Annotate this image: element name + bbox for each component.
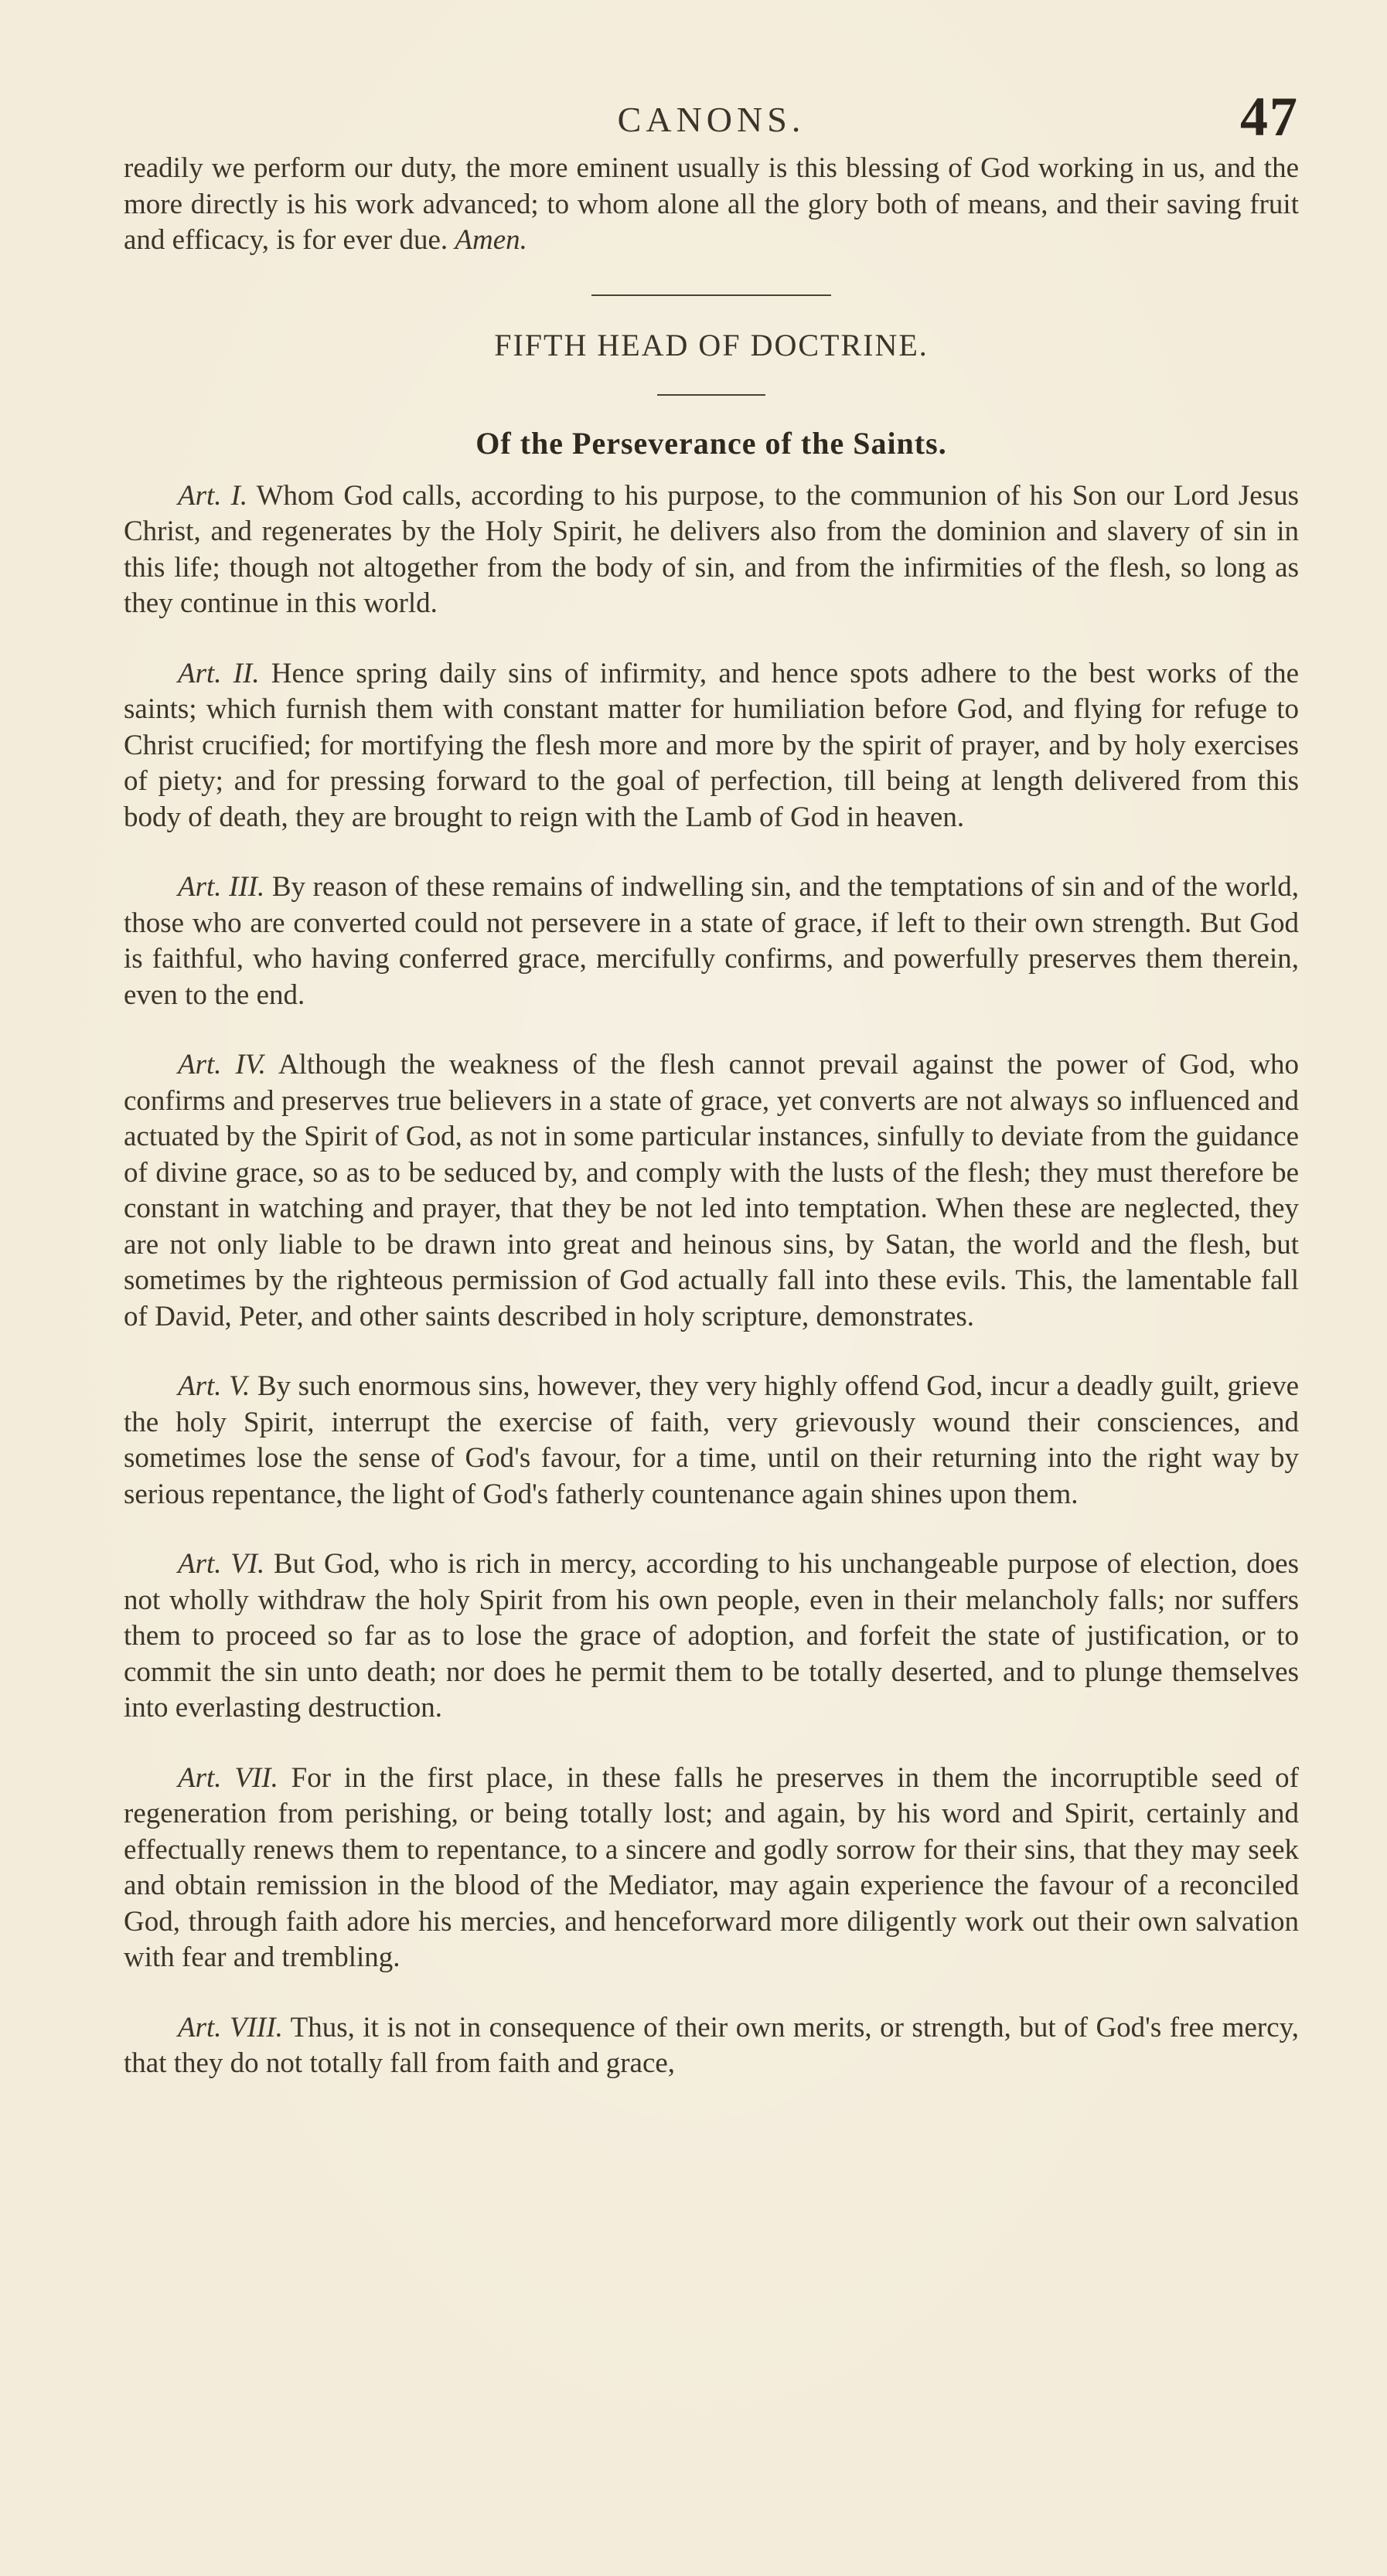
article-label: Art. VIII. [178, 2011, 283, 2043]
running-title: CANONS. [617, 100, 806, 139]
article-label: Art. II. [178, 657, 260, 689]
continuation-text: readily we perform our duty, the more eminent usually is this blessing of God working in us, and the more directly is his work advanced; to whom alone all the glory both of means, and their saving fruit and efficacy, is for ever due. [124, 152, 1299, 256]
article-text: By reason of these remains of indwelling sin, and the temptations of sin and of the world, those who are converted could not persevere in a state of grace, if left to their own strength. But God is faithful, who having conferred grace, mercifully confirms, and powerfully preserves them therein, even to the end. [124, 871, 1300, 1011]
article-text: Hence spring daily sins of infirmity, and hence spots adhere to the best works of the saints; which furnish them with constant matter for humiliation before God, and flying for refuge to Christ crucified; for mortifying the flesh more and more by the spirit of prayer, and by holy exercises of piety; and for pressing forward to the goal of perfection, till being at length delivered from this body of death, they are brought to reign with the Lamb of God in heaven. [124, 657, 1299, 833]
section-divider [591, 294, 831, 296]
amen-text: Amen. [455, 224, 527, 256]
running-head [124, 85, 1299, 147]
article-4 [124, 1047, 1299, 1335]
page-number: 47 [1240, 86, 1299, 148]
article-label: Art. I. [178, 479, 248, 512]
article-7 [124, 1761, 1299, 1976]
article-text: Although the weakness of the flesh cannot prevail against the power of God, who confirms and preserves true believers in a state of grace, yet converts are not always so influenced and actuated by the Spirit of God, as not in some particular instances, sinfully to deviate from the guidance of divine grace, so as to be seduced by, and comply with the lusts of the flesh; they must therefore be constant in watching and prayer, that they be not led into temptation. When these are neglected, they are not only liable to be drawn into great and heinous sins, by Satan, the world and the flesh, but sometimes by the righteous permission of God actually fall into these evils. This, the lamentable fall of David, Peter, and other saints described in holy scripture, demonstrates. [124, 1049, 1299, 1332]
article-5 [124, 1369, 1299, 1513]
article-6 [124, 1547, 1299, 1727]
page-content [124, 151, 1299, 2082]
article-2 [124, 656, 1299, 836]
article-text: For in the first place, in these falls he preserves in them the incorruptible seed of regeneration from perishing, or being totally lost; and again, by his word and Spirit, certainly and effectually renews them to repentance, to a sincere and godly sorrow for their sins, that they may seek and obtain remission in the blood of the Mediator, may again experience the favour of a reconciled God, through faith adore his mercies, and henceforward more diligently work out their own salvation with fear and trembling. [124, 1761, 1299, 1973]
section-sub-title: Of the Perseverance of the Saints. [475, 425, 947, 461]
article-text: Thus, it is not in consequence of their own merits, or strength, but of God's free mercy, that they do not totally fall from faith and grace, [124, 2011, 1299, 2079]
article-text: Whom God calls, according to his purpose, to the communion of his Son our Lord Jesus Christ, and regenerates by the Holy Spirit, he delivers also from the dominion and slavery of sin in this life; though not altogether from the body of sin, and from the infirmities of the flesh, so long as they continue in this world. [124, 479, 1299, 619]
article-label: Art. VI. [178, 1548, 265, 1580]
article-3 [124, 869, 1299, 1013]
article-1 [124, 478, 1299, 622]
article-label: Art. IV. [178, 1049, 266, 1080]
title-divider [657, 394, 765, 396]
continuation-paragraph [124, 151, 1299, 259]
section-head-title: FIFTH HEAD OF DOCTRINE. [494, 327, 929, 362]
article-label: Art. V. [178, 1370, 250, 1402]
article-8 [124, 2010, 1299, 2082]
article-text: By such enormous sins, however, they very highly offend God, incur a deadly guilt, grieve the holy Spirit, interrupt the exercise of faith, very grievously wound their consciences, and sometimes lose the sense of God's favour, for a time, until on their returning into the right way by serious repentance, the light of God's fatherly countenance again shines upon them. [124, 1370, 1299, 1510]
article-text: But God, who is rich in mercy, according to his unchangeable purpose of election, does not wholly withdraw the holy Spirit from his own people, even in their melancholy falls; nor suffers them to proceed so far as to lose the grace of adoption, and forfeit the state of justification, or to commit the sin unto death; nor does he permit them to be totally deserted, and to plunge themselves into everlasting destruction. [124, 1548, 1299, 1724]
article-label: Art. VII. [178, 1761, 278, 1794]
article-label: Art. III. [178, 871, 265, 903]
